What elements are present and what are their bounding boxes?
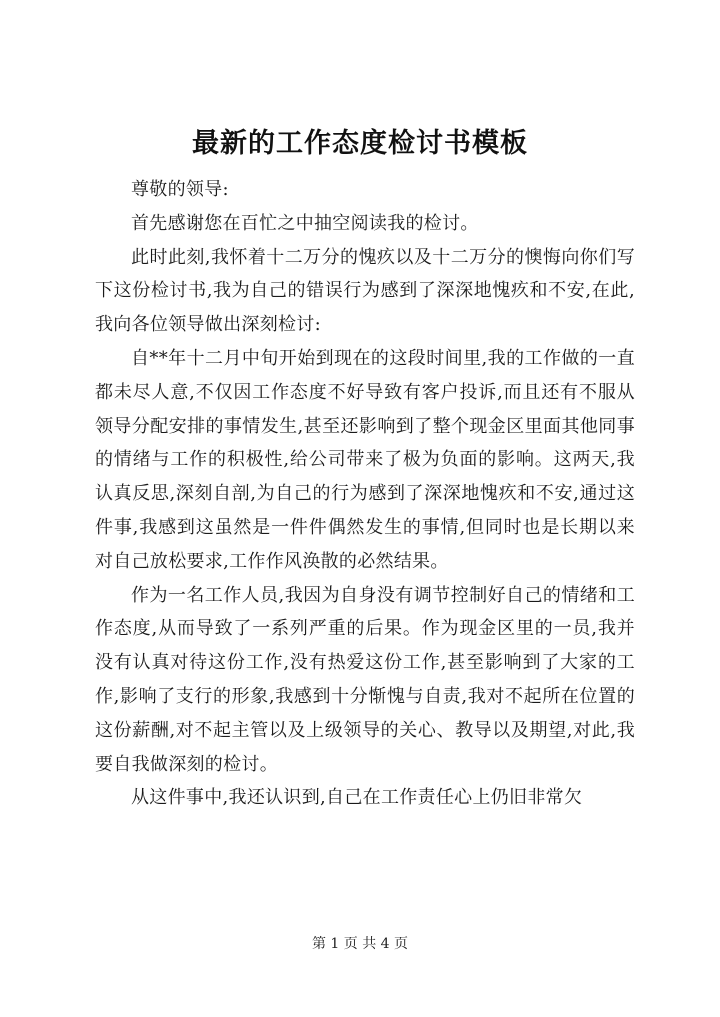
paragraph: 此时此刻,我怀着十二万分的愧疚以及十二万分的懊悔向你们写下这份检讨书,我为自己的错误行为感到了深深地愧疚和不安,在此,我向各位领导做出深刻检讨: xyxy=(95,246,635,336)
paragraph: 从这件事中,我还认识到,自己在工作责任心上仍旧非常欠 xyxy=(131,787,583,809)
paragraph: 自**年十二月中旬开始到现在的这段时间里,我的工作做的一直都未尽人意,不仅因工作态度不好导致有客户投诉,而且还有不服从领导分配安排的事情发生,甚至还影响到了整个现金区里面其他同事的情绪与工作的积极性,给公司带来了极为负面的影响。这两天,我认真反思,深刻自剖,为自己的行为感到了深深地愧疚和不安,通过这件事,我感到这虽然是一件件偶然发生的事情,但同时也是长期以来对自己放松要求,工作作风涣散的必然结果。 xyxy=(95,347,635,572)
document-body xyxy=(95,173,635,815)
document-title: 最新的工作态度检讨书模板 xyxy=(192,128,528,159)
paragraph: 作为一名工作人员,我因为自身没有调节控制好自己的情绪和工作态度,从而导致了一系列严重的后果。作为现金区里的一员,我并没有认真对待这份工作,没有热爱这份工作,甚至影响到了大家的工作,影响了支行的形象,我感到十分惭愧与自责,我对不起所在位置的这份薪酬,对不起主管以及上级领导的关心、教导以及期望,对此,我要自我做深刻的检讨。 xyxy=(95,584,635,775)
page-number-footer: 第 1 页 共 4 页 xyxy=(311,936,409,952)
paragraph: 首先感谢您在百忙之中抽空阅读我的检讨。 xyxy=(131,212,479,234)
salutation: 尊敬的领导: xyxy=(131,179,229,200)
